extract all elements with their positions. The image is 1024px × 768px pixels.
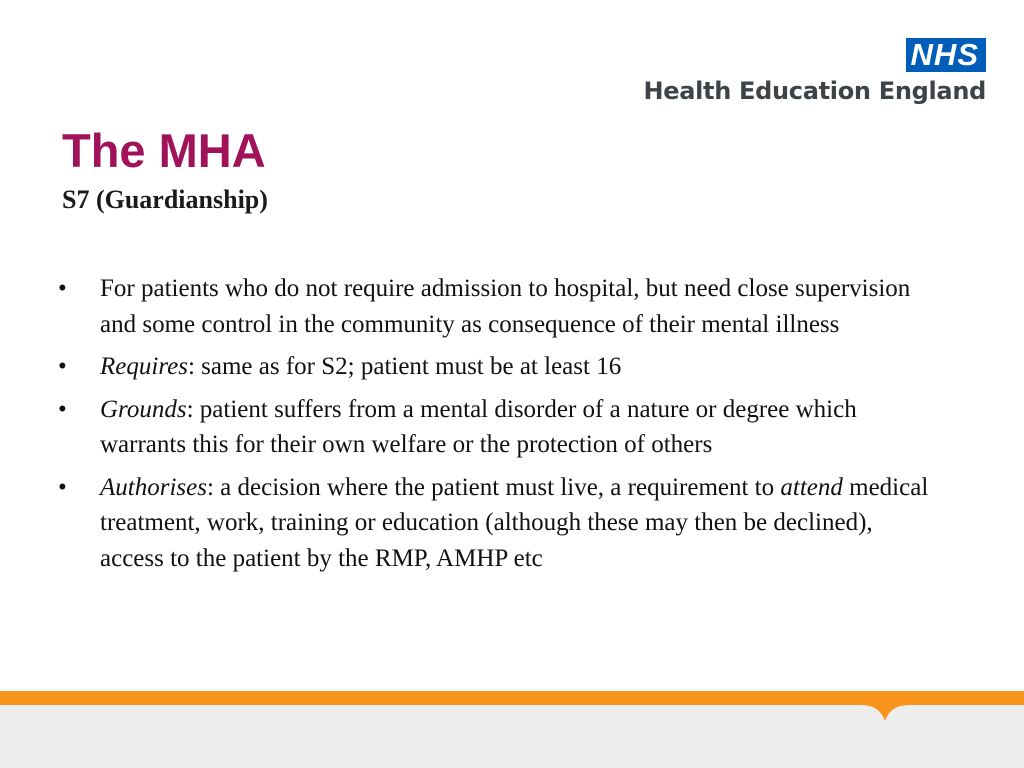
- bullet-item: [58, 349, 938, 385]
- bullet-text: : same as for S2; patient must be at least 16: [187, 353, 622, 380]
- bullet-term: Grounds: [100, 395, 187, 423]
- bullet-term: Requires: [100, 353, 188, 380]
- bullet-marker: •: [58, 395, 67, 423]
- slide-subtitle: S7 (Guardianship): [62, 185, 268, 214]
- bullet-marker: •: [58, 353, 67, 380]
- bullet-marker: •: [58, 473, 67, 501]
- nhs-badge: NHS: [906, 38, 986, 72]
- org-name: Health Education England: [643, 77, 986, 105]
- bullet-text: : a decision where the patient must live, a requirement to: [206, 473, 781, 501]
- bullet-item: [58, 392, 938, 463]
- bullet-term: Authorises: [100, 473, 207, 501]
- bullet-text: : patient suffers from a mental disorder of a nature or degree which warrants this for their own welfare or the protection of others: [100, 395, 857, 458]
- hee-logo: [643, 38, 986, 105]
- footer-notch: [858, 705, 912, 723]
- bullet-marker: •: [58, 275, 67, 302]
- bullet-item: [58, 271, 938, 342]
- slide-title: The MHA: [62, 124, 266, 177]
- bullet-item: [58, 470, 938, 577]
- footer-accent-stripe: [0, 691, 1024, 705]
- bullet-text: medical treatment, work, training or education (although these may then be declined), access to the patient by the RMP, AMHP etc: [100, 473, 929, 572]
- bullet-emphasis: attend: [780, 473, 843, 501]
- bullet-text: For patients who do not require admission to hospital, but need close supervision and some control in the community as consequence of their mental illness: [100, 275, 911, 338]
- bullet-list: [58, 271, 938, 583]
